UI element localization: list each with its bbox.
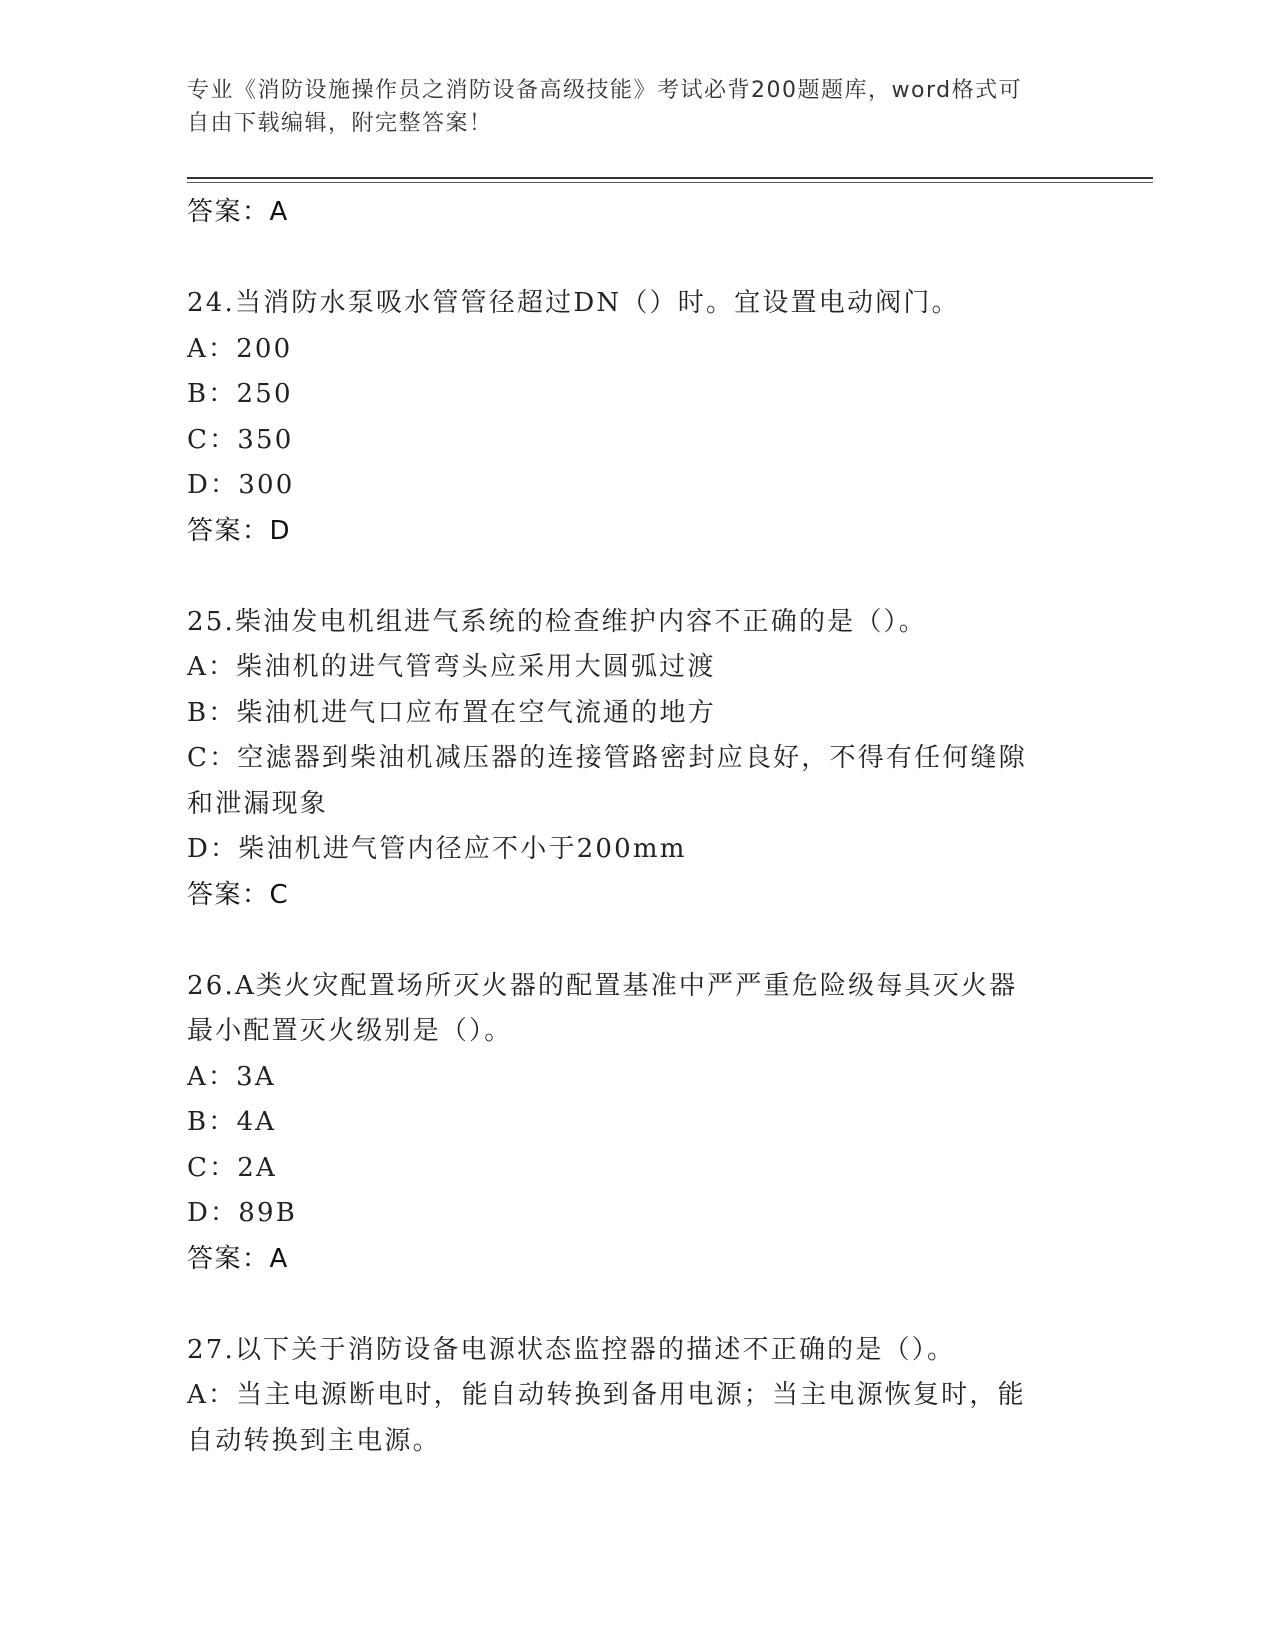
question-26 [187, 964, 1087, 1283]
answer-prev: 答案：A [187, 197, 289, 227]
option-a: A：3A [187, 1061, 276, 1092]
option-d: D：300 [187, 470, 295, 500]
document-body [187, 190, 1087, 1464]
question-stem: 25.柴油发电机组进气系统的检查维护内容不正确的是（）。 [187, 606, 927, 637]
option-a: A：200 [187, 333, 293, 364]
option-d: D：89B [187, 1198, 298, 1228]
question-stem: 26.A类火灾配置场所灭火器的配置基准中严严重危险级每具灭火器最小配置灭火级别是（）。 [187, 970, 1018, 1046]
question-27 [187, 1328, 1087, 1465]
question-stem: 24.当消防水泵吸水管管径超过DN（）时。宜设置电动阀门。 [187, 288, 960, 318]
header-line-1: 专业《消防设施操作员之消防设备高级技能》考试必背200题题库，word格式可 [187, 78, 1023, 103]
option-b: B：4A [187, 1107, 277, 1137]
spacer [187, 918, 1087, 964]
header-rule-thick [187, 177, 1153, 179]
answer: 答案：C [187, 879, 290, 910]
spacer [187, 554, 1087, 600]
question-25 [187, 600, 1087, 919]
option-a: A：柴油机的进气管弯头应采用大圆弧过渡 [187, 652, 716, 682]
option-b: B：250 [187, 379, 293, 409]
answer: 答案：D [187, 515, 292, 546]
option-c: C：空滤器到柴油机减压器的连接管路密封应良好，不得有任何缝隙和泄漏现象 [187, 743, 1027, 819]
option-b: B：柴油机进气口应布置在空气流通的地方 [187, 697, 716, 728]
question-stem: 27.以下关于消防设备电源状态监控器的描述不正确的是（）。 [187, 1334, 956, 1365]
question-24 [187, 281, 1087, 554]
spacer [187, 1282, 1087, 1328]
option-d: D：柴油机进气管内径应不小于200mm [187, 834, 687, 864]
option-c: C：350 [187, 424, 294, 455]
header-line-2: 自由下载编辑，附完整答案！ [187, 111, 493, 136]
header-rule-thin [187, 182, 1153, 183]
document-header [187, 74, 1077, 140]
option-c: C：2A [187, 1152, 278, 1183]
spacer [187, 236, 1087, 282]
answer: 答案：A [187, 1243, 289, 1274]
option-a: A：当主电源断电时，能自动转换到备用电源；当主电源恢复时，能自动转换到主电源。 [187, 1380, 1026, 1456]
